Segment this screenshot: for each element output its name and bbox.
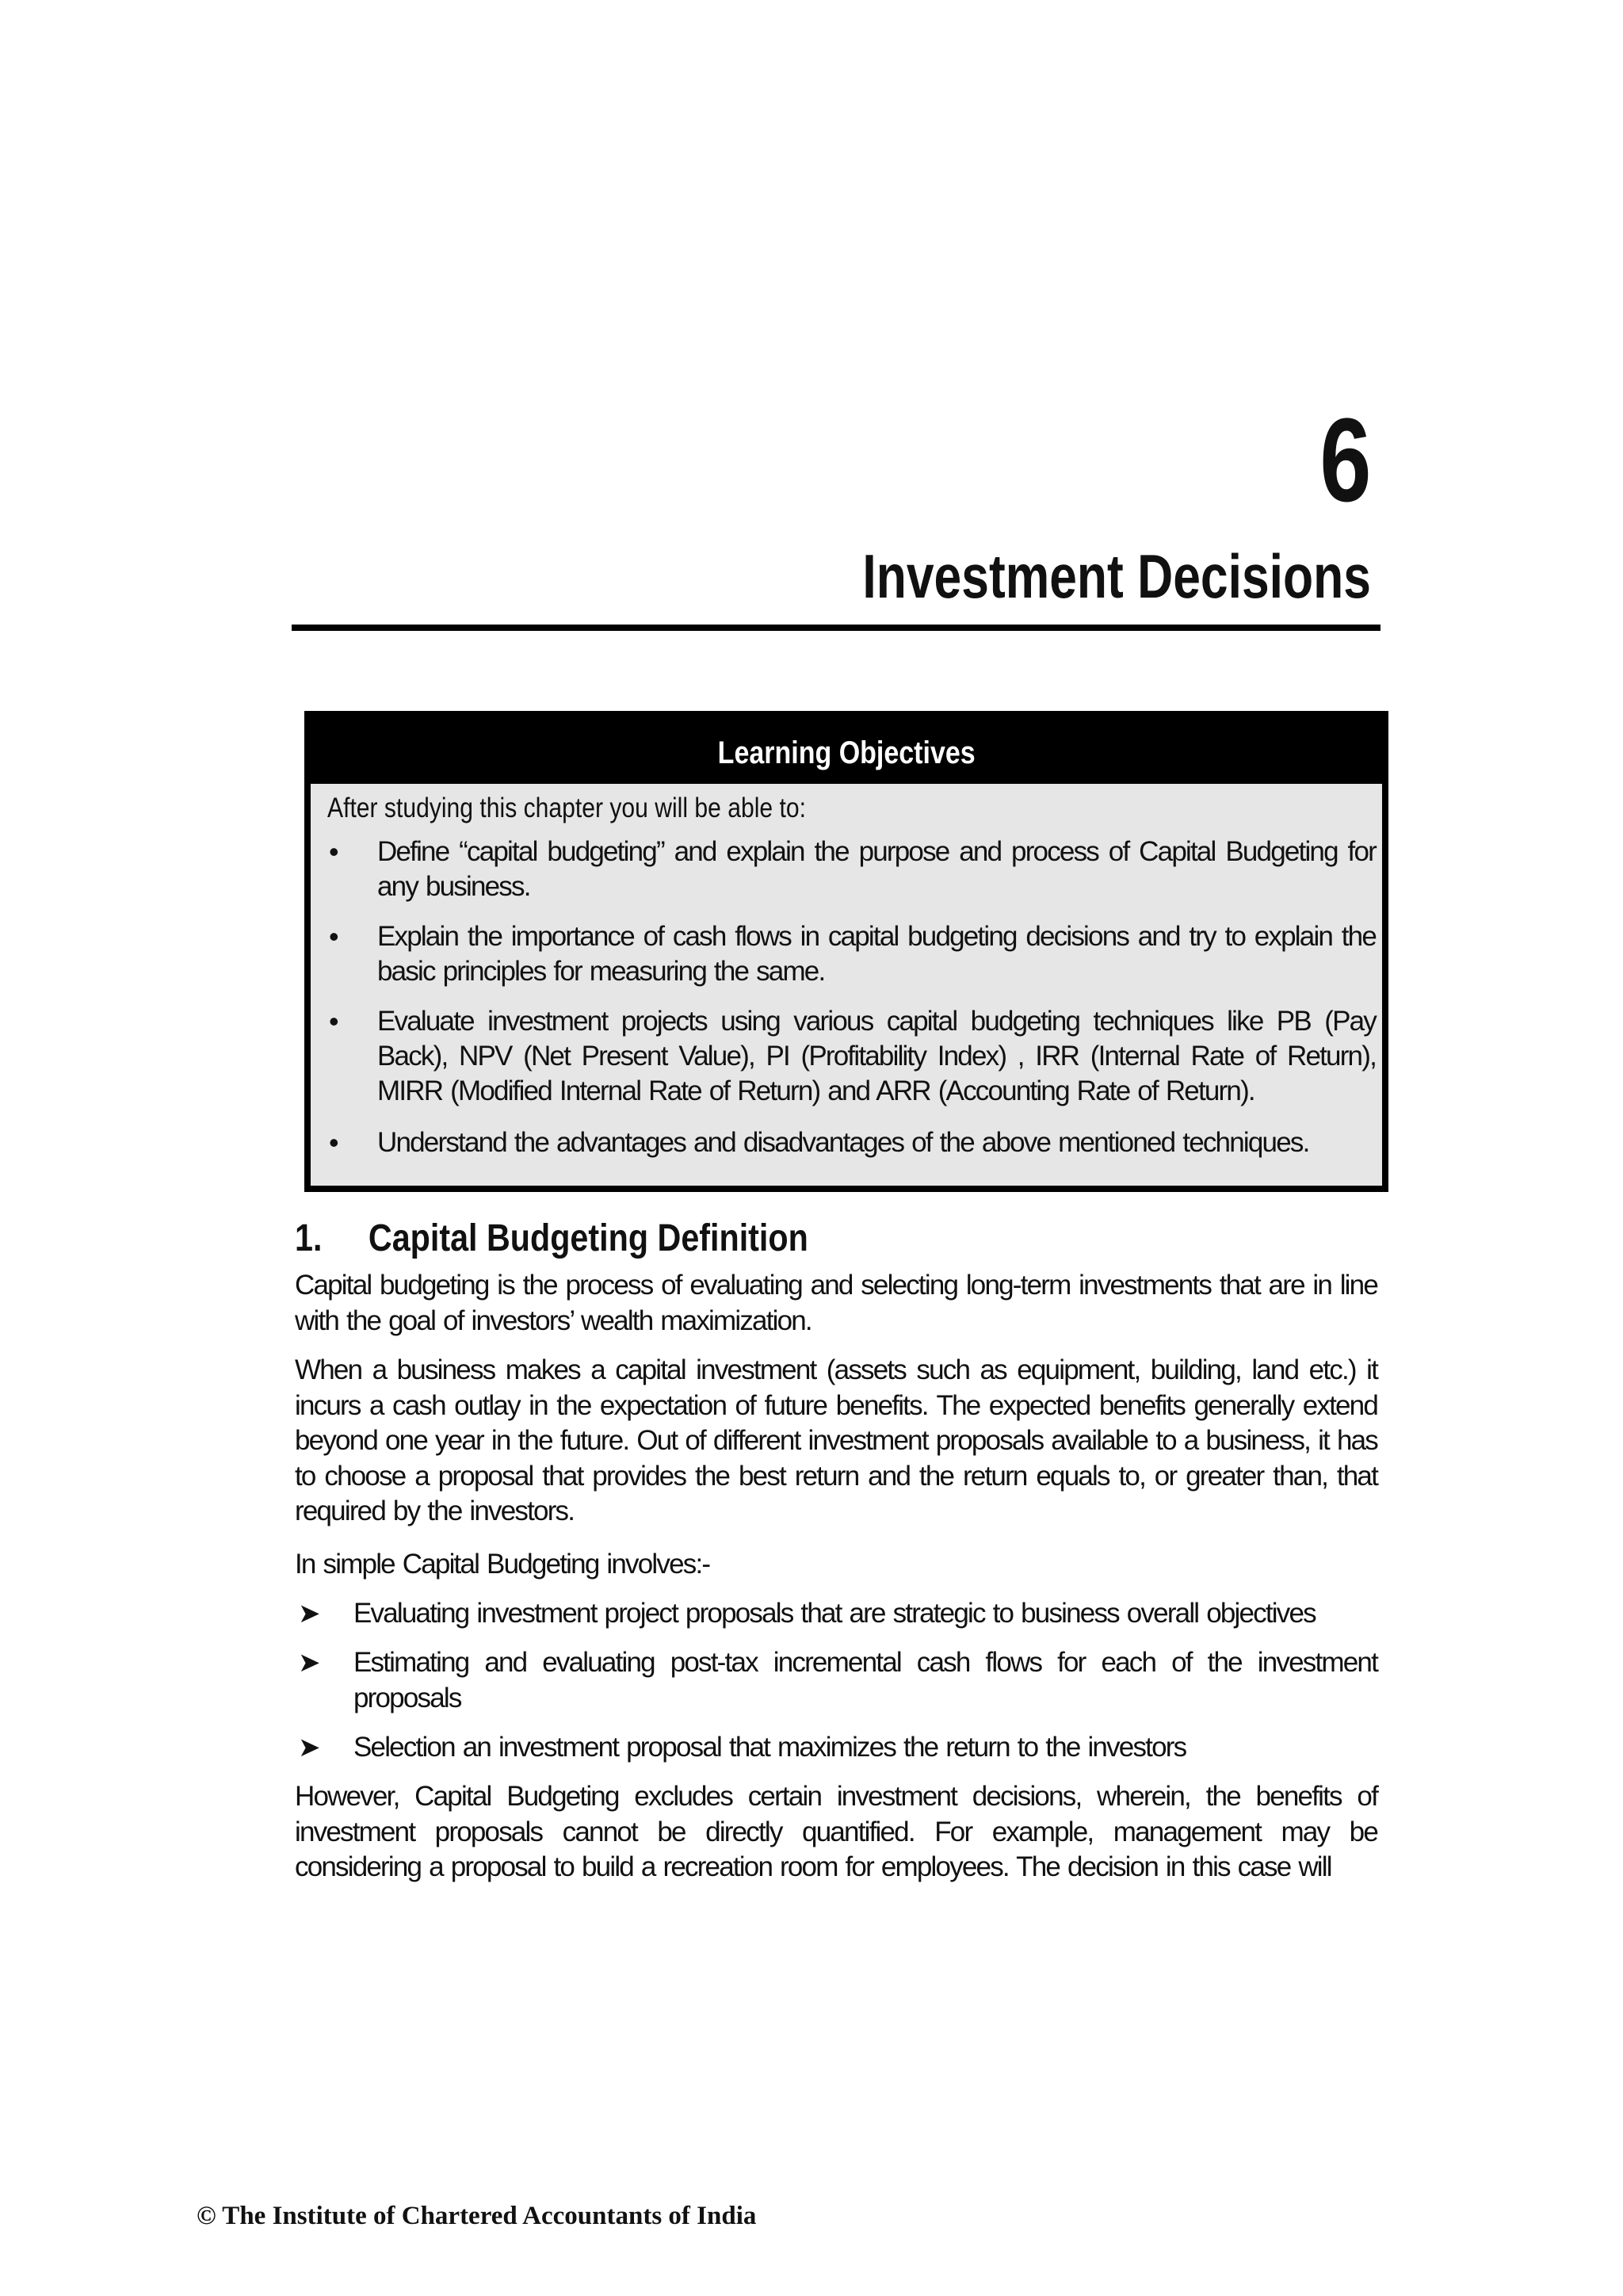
list-item-text: Evaluating investment project proposals that are strategic to business overall objectives bbox=[353, 1598, 1316, 1629]
chapter-number: 6 bbox=[1319, 393, 1371, 526]
section-number: 1. bbox=[295, 1217, 323, 1259]
learning-objectives-header bbox=[311, 717, 1382, 784]
bullet-icon: • bbox=[329, 1126, 339, 1159]
body-paragraph: In simple Capital Budgeting involves:- bbox=[295, 1549, 710, 1580]
learning-objectives-heading: Learning Objectives bbox=[717, 735, 976, 770]
bullet-icon: • bbox=[329, 1005, 339, 1037]
copyright-footer: © The Institute of Chartered Accountants of India bbox=[197, 2202, 757, 2230]
title-rule bbox=[292, 625, 1381, 631]
chapter-title: Investment Decisions bbox=[862, 541, 1371, 611]
body-paragraph: Capital budgeting is the process of evaluating and selecting long-term investments that are in line with the goal of investors’ wealth maximization. bbox=[295, 1270, 1377, 1336]
learning-objectives-box bbox=[304, 711, 1388, 1192]
section-title: Capital Budgeting Definition bbox=[368, 1217, 808, 1259]
body-paragraph: When a business makes a capital investment (assets such as equipment, building, land etc.) it incurs a cash outlay in the expectation of future benefits. The expected benefits generally extend beyond one year in the future. Out of different investment proposals available to a business, it has to choose a proposal that provides the best return and the return equals to, or greater than, that required by the investors. bbox=[295, 1354, 1377, 1526]
bullet-icon: • bbox=[329, 835, 339, 868]
arrow-bullet-icon: ➤ bbox=[298, 1599, 321, 1629]
list-item-text: Estimating and evaluating post-tax incremental cash flows for each of the investment proposals bbox=[353, 1647, 1377, 1713]
list-item-text: Selection an investment proposal that maximizes the return to the investors bbox=[353, 1732, 1186, 1763]
objective-text: Explain the importance of cash flows in capital budgeting decisions and try to explain the basic principles for measuring the same. bbox=[377, 921, 1376, 987]
objective-text: Understand the advantages and disadvantages of the above mentioned techniques. bbox=[377, 1127, 1309, 1158]
objective-text: Evaluate investment projects using various capital budgeting techniques like PB (Pay Back), NPV (Net Present Value), PI (Profitability Index) , IRR (Internal Rate of Return), MIRR (Modified Internal Rate of Return) and ARR (Accounting Rate of Return). bbox=[377, 1006, 1376, 1106]
learning-objectives-intro: After studying this chapter you will be able to: bbox=[327, 793, 807, 823]
objective-text: Define “capital budgeting” and explain the purpose and process of Capital Budgeting for any business. bbox=[377, 836, 1376, 902]
section-heading bbox=[295, 1215, 808, 1263]
arrow-bullet-icon: ➤ bbox=[298, 1648, 321, 1678]
body-paragraph: However, Capital Budgeting excludes certain investment decisions, wherein, the benefits of investment proposals cannot be directly quantified. For example, management may be considering a proposal to build a recreation room for employees. The decision in this case will bbox=[295, 1781, 1377, 1882]
bullet-icon: • bbox=[329, 920, 339, 953]
arrow-bullet-icon: ➤ bbox=[298, 1733, 321, 1763]
